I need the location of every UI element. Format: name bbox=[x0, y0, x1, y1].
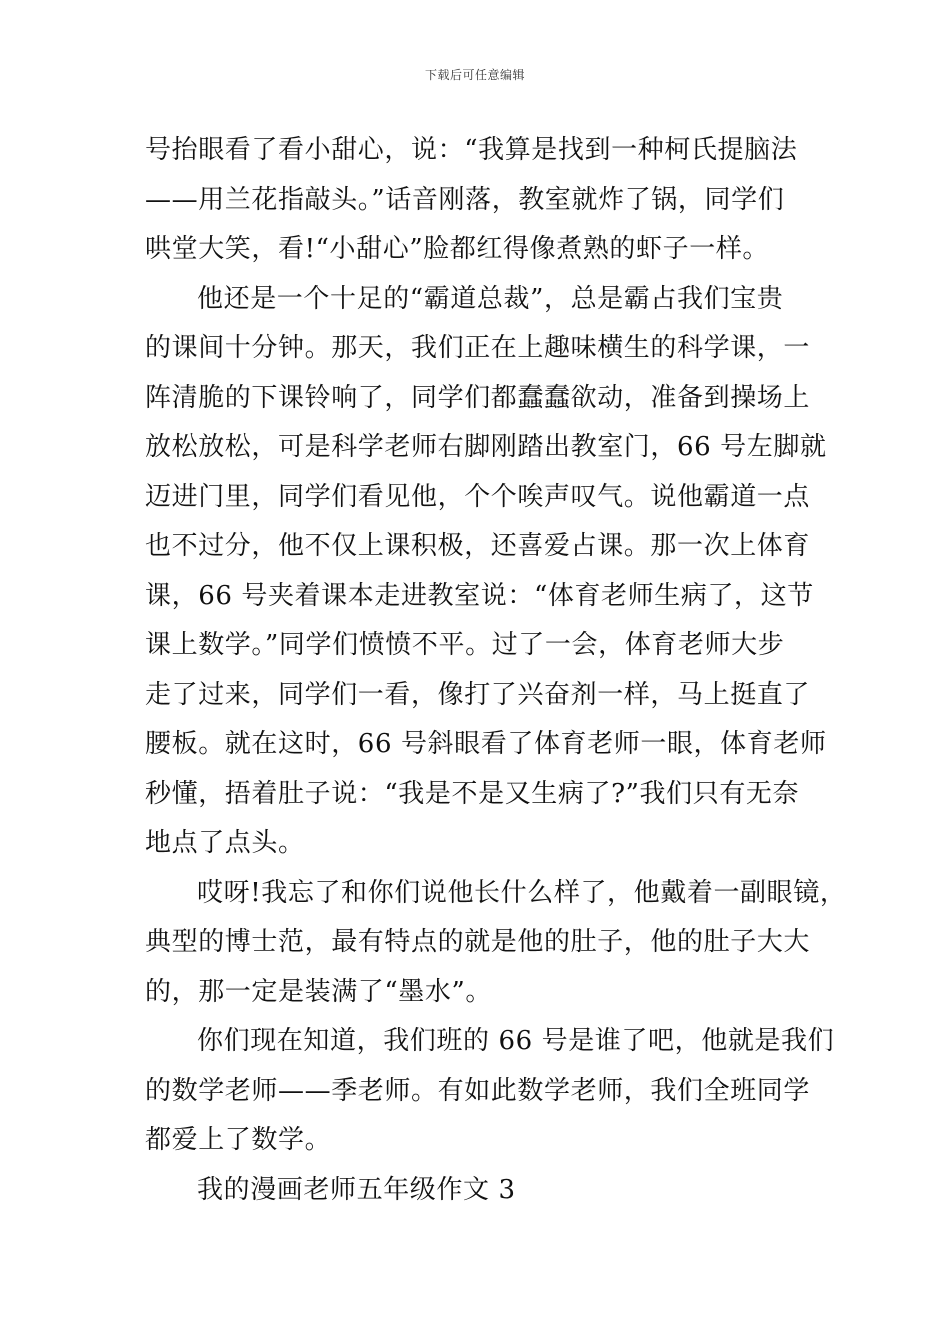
text-line: 阵清脆的下课铃响了，同学们都蠢蠢欲动，准备到操场上 bbox=[145, 382, 811, 413]
text-line: 迈进门里，同学们看见他，个个唉声叹气。说他霸道一点 bbox=[145, 481, 811, 512]
text-line: 地点了点头。 bbox=[145, 828, 305, 858]
text-line: 哄堂大笑，看!“小甜心”脸都红得像煮熟的虾子一样。 bbox=[145, 234, 770, 264]
text-line: 课，66 号夹着课本走进教室说：“体育老师生病了，这节 bbox=[145, 580, 814, 611]
text-line: ——用兰花指敲头。”话音刚落，教室就炸了锅，同学们 bbox=[145, 184, 785, 215]
text-line: 也不过分，他不仅上课积极，还喜爱占课。那一次上体育 bbox=[145, 531, 811, 561]
text-line: 哎呀!我忘了和你们说他长什么样了，他戴着一副眼镜， bbox=[197, 877, 847, 908]
page-header: 下载后可任意编辑 bbox=[424, 68, 525, 82]
text-line: 走了过来，同学们一看，像打了兴奋剂一样，马上挺直了 bbox=[145, 679, 811, 710]
section-title: 我的漫画老师五年级作文 3 bbox=[197, 1174, 516, 1205]
text-line: 的，那一定是装满了“墨水”。 bbox=[145, 976, 492, 1007]
text-line: 典型的博士范，最有特点的就是他的肚子，他的肚子大大 bbox=[145, 927, 811, 957]
text-line: 都爱上了数学。 bbox=[145, 1125, 332, 1155]
text-line: 腰板。就在这时，66 号斜眼看了体育老师一眼，体育老师 bbox=[145, 729, 827, 759]
text-line: 的数学老师——季老师。有如此数学老师，我们全班同学 bbox=[145, 1075, 811, 1106]
text-line: 的课间十分钟。那天，我们正在上趣味横生的科学课，一 bbox=[145, 333, 811, 363]
text-line: 号抬眼看了看小甜心，说：“我算是找到一种柯氏提脑法 bbox=[145, 135, 798, 165]
text-line: 放松放松，可是科学老师右脚刚踏出教室门，66 号左脚就 bbox=[145, 432, 827, 462]
text-line: 你们现在知道，我们班的 66 号是谁了吧，他就是我们 bbox=[197, 1026, 835, 1056]
text-line: 秒懂，捂着肚子说：“我是不是又生病了?”我们只有无奈 bbox=[145, 778, 800, 809]
text-line: 课上数学。”同学们愤愤不平。过了一会，体育老师大步 bbox=[145, 630, 785, 660]
text-line: 他还是一个十足的“霸道总裁”，总是霸占我们宝贵 bbox=[197, 283, 784, 314]
essay-body bbox=[145, 126, 847, 1215]
